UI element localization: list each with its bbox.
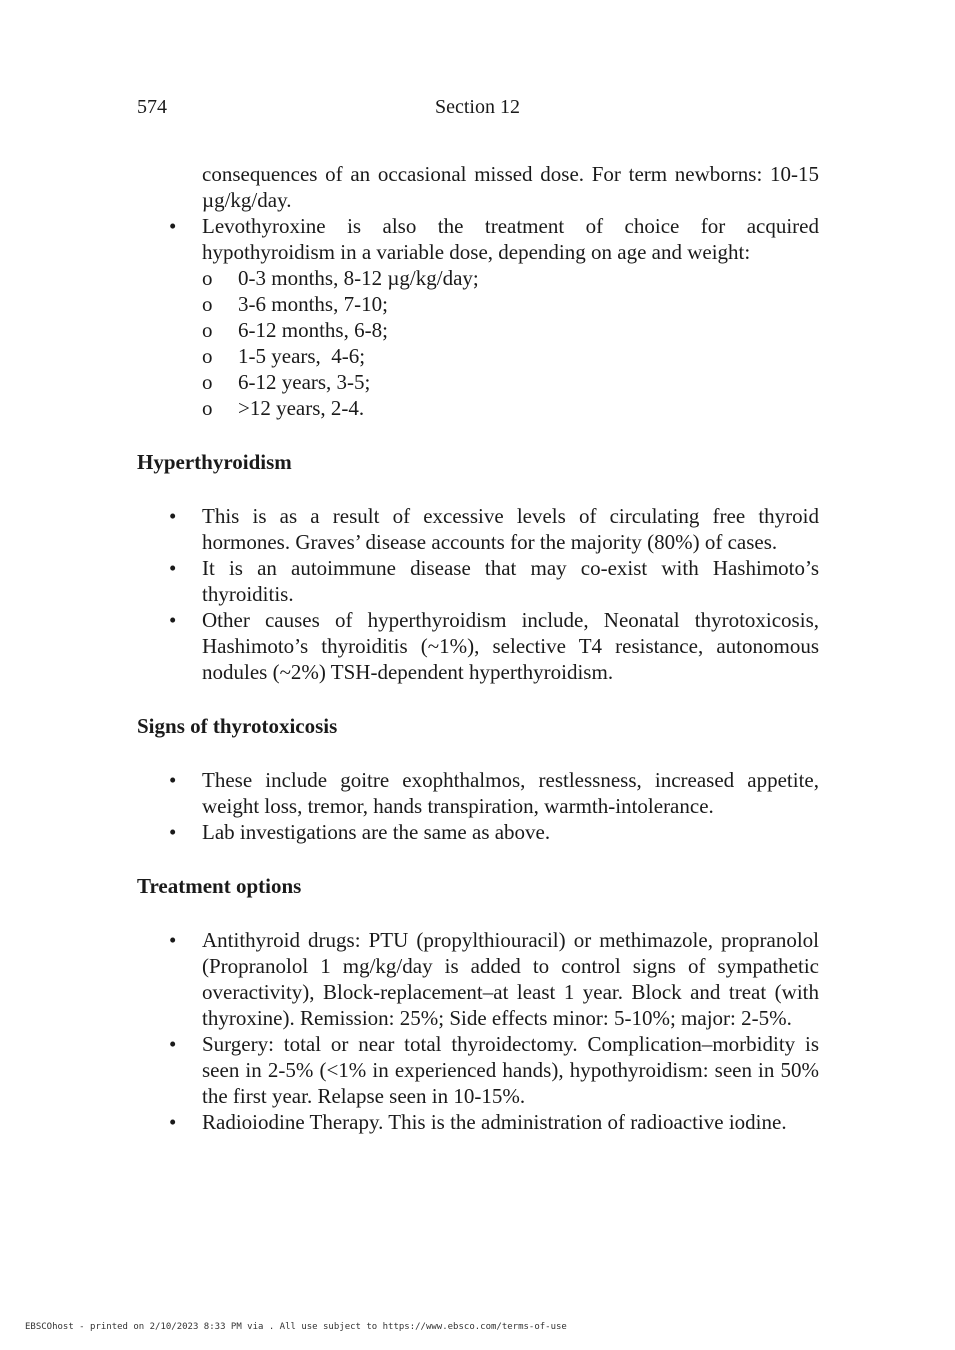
- list-item-text: Lab investigations are the same as above.: [202, 820, 551, 844]
- list-item-text: It is an autoimmune disease that may co-exist with Hashimoto’s thyroiditis.: [202, 556, 819, 606]
- list-item-text: Radioiodine Therapy. This is the administration of radioactive iodine.: [202, 1110, 787, 1134]
- bullet-icon: •: [169, 820, 177, 844]
- bullet-icon: •: [169, 768, 177, 792]
- list-item-text: This is as a result of excessive levels of circulating free thyroid hormones. Graves’ disease accounts for the majority (80%) of cases.: [202, 504, 819, 554]
- treatment-list: [137, 927, 819, 1135]
- list-item-text: These include goitre exophthalmos, restlessness, increased appetite, weight loss, tremor, hands transpiration, warmth-intolerance.: [202, 768, 819, 818]
- list-item: [137, 819, 819, 845]
- section-heading-treatment: Treatment options: [137, 874, 302, 898]
- list-item: [137, 213, 819, 265]
- dose-item: [137, 291, 819, 317]
- dose-list: [137, 265, 819, 421]
- list-item: [137, 1031, 819, 1109]
- levothyroxine-list: [137, 213, 819, 265]
- bullet-icon: •: [169, 1032, 177, 1056]
- circle-bullet-icon: o: [202, 292, 213, 316]
- dose-item: [137, 317, 819, 343]
- list-item: [137, 1109, 819, 1135]
- hyperthyroidism-list: [137, 503, 819, 685]
- list-item-text: Other causes of hyperthyroidism include, Neonatal thyrotoxicosis, Hashimoto’s thyroiditis (~1%), selective T4 resistance, autonomous nodules (~2%) TSH-dependent hyperthyroidism.: [202, 608, 819, 684]
- bullet-icon: •: [169, 504, 177, 528]
- list-item: [137, 927, 819, 1031]
- section-heading-signs: Signs of thyrotoxicosis: [137, 714, 338, 738]
- bullet-icon: •: [169, 928, 177, 952]
- list-item-text: Levothyroxine is also the treatment of choice for acquired hypothyroidism in a variable dose, depending on age and weight:: [202, 214, 819, 264]
- list-item: [137, 555, 819, 607]
- dose-item: [137, 265, 819, 291]
- signs-list: [137, 767, 819, 845]
- dose-text: 3-6 months, 7-10;: [238, 292, 388, 316]
- page-body: [137, 161, 819, 1135]
- bullet-icon: •: [169, 608, 177, 632]
- bullet-icon: •: [169, 556, 177, 580]
- dose-text: >12 years, 2-4.: [238, 396, 365, 420]
- circle-bullet-icon: o: [202, 318, 213, 342]
- dose-text: 1-5 years, 4-6;: [238, 344, 366, 368]
- list-item: [137, 607, 819, 685]
- circle-bullet-icon: o: [202, 266, 213, 290]
- print-footer: EBSCOhost - printed on 2/10/2023 8:33 PM via . All use subject to https://www.ebsco.com/terms-of-use: [25, 1322, 567, 1332]
- dose-item: [137, 369, 819, 395]
- dose-text: 6-12 months, 6-8;: [238, 318, 388, 342]
- list-item-text: Surgery: total or near total thyroidectomy. Complication–morbidity is seen in 2-5% (<1% in experienced hands), hypothyroidism: seen in 50% the first year. Relapse seen in 10-15%.: [202, 1032, 819, 1108]
- dose-text: 0-3 months, 8-12 µg/kg/day;: [238, 266, 479, 290]
- dose-item: [137, 395, 819, 421]
- list-item: [137, 767, 819, 819]
- bullet-icon: •: [169, 214, 177, 238]
- continuation-paragraph: consequences of an occasional missed dose. For term newborns: 10-15 µg/kg/day.: [202, 162, 819, 212]
- list-item: [137, 503, 819, 555]
- page-number: 574: [137, 96, 167, 118]
- dose-item: [137, 343, 819, 369]
- section-heading-hyperthyroidism: Hyperthyroidism: [137, 450, 292, 474]
- dose-text: 6-12 years, 3-5;: [238, 370, 371, 394]
- circle-bullet-icon: o: [202, 396, 213, 420]
- circle-bullet-icon: o: [202, 344, 213, 368]
- list-item-text: Antithyroid drugs: PTU (propylthiouracil) or methimazole, propranolol (Propranolol 1 mg/kg/day is added to control signs of sympathetic overactivity), Block-replacement–at least 1 year. Block and treat (with thyroxine). Remission: 25%; Side effects minor: 5-10%; major: 2-5%.: [202, 928, 819, 1030]
- circle-bullet-icon: o: [202, 370, 213, 394]
- running-head: Section 12: [435, 96, 520, 118]
- bullet-icon: •: [169, 1110, 177, 1134]
